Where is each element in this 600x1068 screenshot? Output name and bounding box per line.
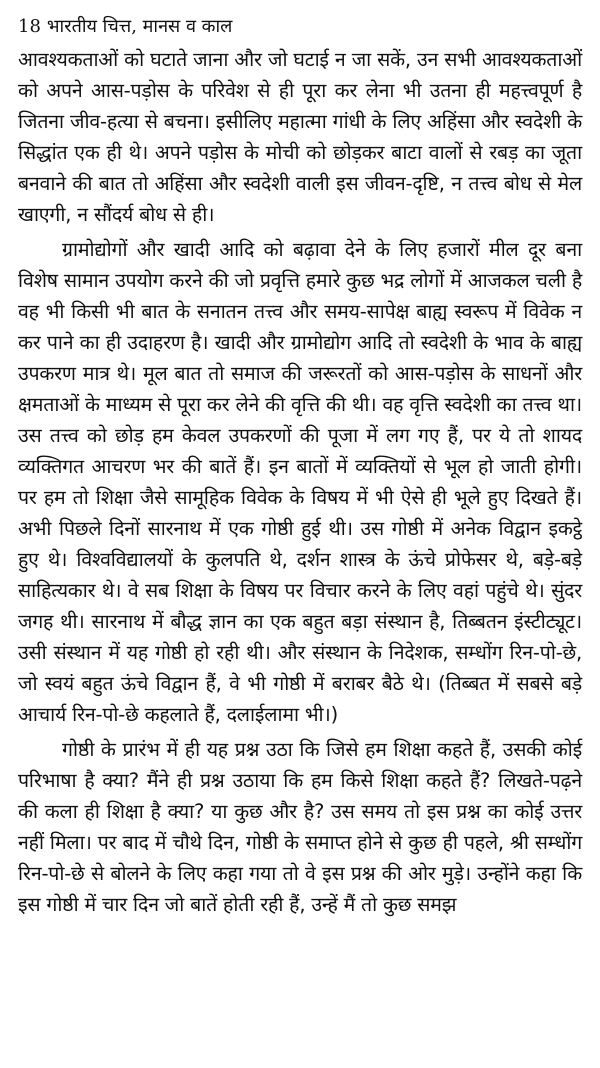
running-header [18,14,582,44]
running-title: भारतीय चित्त, मानस व काल [46,16,233,37]
paragraph: आवश्यकताओं को घटाते जाना और जो घटाई न जा सकें, उन सभी आवश्यकताओं को अपने आस-पड़ोस के परिवेश से ही पूरा कर लेना भी उतना ही महत्त्वपूर्ण है जितना जीव-हत्या से बचना। इसीलिए महात्मा गांधी के लिए अहिंसा और स्वदेशी के सिद्धांत एक ही थे। अपने पड़ोस के मोची को छोड़कर बाटा वालों से रबड़ का जूता बनवाने की बात तो अहिंसा और स्वदेशी वाली इस जीवन-दृष्टि, न तत्त्व बोध से मेल खाएगी, न सौंदर्य बोध से ही। [18,48,582,226]
page-number: 18 [18,16,41,37]
paragraph: गोष्ठी के प्रारंभ में ही यह प्रश्न उठा कि जिसे हम शिक्षा कहते हैं, उसकी कोई परिभाषा है क्या? मैंने ही प्रश्न उठाया कि हम किसे शिक्षा कहते हैं? लिखते-पढ़ने की कला ही शिक्षा है क्या? या कुछ और है? उस समय तो इस प्रश्न का कोई उत्तर नहीं मिला। पर बाद में चौथे दिन, गोष्ठी के समाप्त होने से कुछ ही पहले, श्री सम्धोंग रिन-पो-छे से बोलने के लिए कहा गया तो वे इस प्रश्न की ओर मुड़े। उन्होंने कहा कि इस गोष्ठी में चार दिन जो बातें होती रही हैं, उन्हें मैं तो कुछ समझ [18,738,582,916]
body-text [18,44,582,920]
paragraph: ग्रामोद्योगों और खादी आदि को बढ़ावा देने के लिए हजारों मील दूर बना विशेष सामान उपयोग करने की जो प्रवृत्ति हमारे कुछ भद्र लोगों में आजकल चली है वह भी किसी भी बात के सनातन तत्त्व और समय-सापेक्ष बाह्य स्वरूप में विवेक न कर पाने का ही उदाहरण है। खादी और ग्रामोद्योग आदि तो स्वदेशी के भाव के बाह्य उपकरण मात्र थे। मूल बात तो समाज की जरूरतों को आस-पड़ोस के साधनों और क्षमताओं के माध्यम से पूरा कर लेने की वृत्ति की थी। वह वृत्ति स्वदेशी का तत्त्व था। उस तत्त्व को छोड़ हम केवल उपकरणों की पूजा में लग गए हैं, पर ये तो शायद व्यक्तिगत आचरण भर की बातें हैं। इन बातों में व्यक्तियों से भूल हो जाती होगी। पर हम तो शिक्षा जैसे सामूहिक विवेक के विषय में भी ऐसे ही भूले हुए दिखते हैं। अभी पिछले दिनों सारनाथ में एक गोष्ठी हुई थी। उस गोष्ठी में अनेक विद्वान इकट्ठे हुए थे। विश्वविद्यालयों के कुलपति थे, दर्शन शास्त्र के ऊंचे प्रोफेसर थे, बड़े-बड़े साहित्यकार थे। वे सब शिक्षा के विषय पर विचार करने के लिए वहां पहुंचे थे। सुंदर जगह थी। सारनाथ में बौद्ध ज्ञान का एक बहुत बड़ा संस्थान है, तिब्बतन इंस्टीट्यूट। उसी संस्थान में यह गोष्ठी हो रही थी। और संस्थान के निदेशक, सम्धोंग रिन-पो-छे, जो स्वयं बहुत ऊंचे विद्वान हैं, वे भी गोष्ठी में बराबर बैठे थे। (तिब्बत में सबसे बड़े आचार्य रिन-पो-छे कहलाते हैं, दलाईलामा भी।) [18,238,582,726]
